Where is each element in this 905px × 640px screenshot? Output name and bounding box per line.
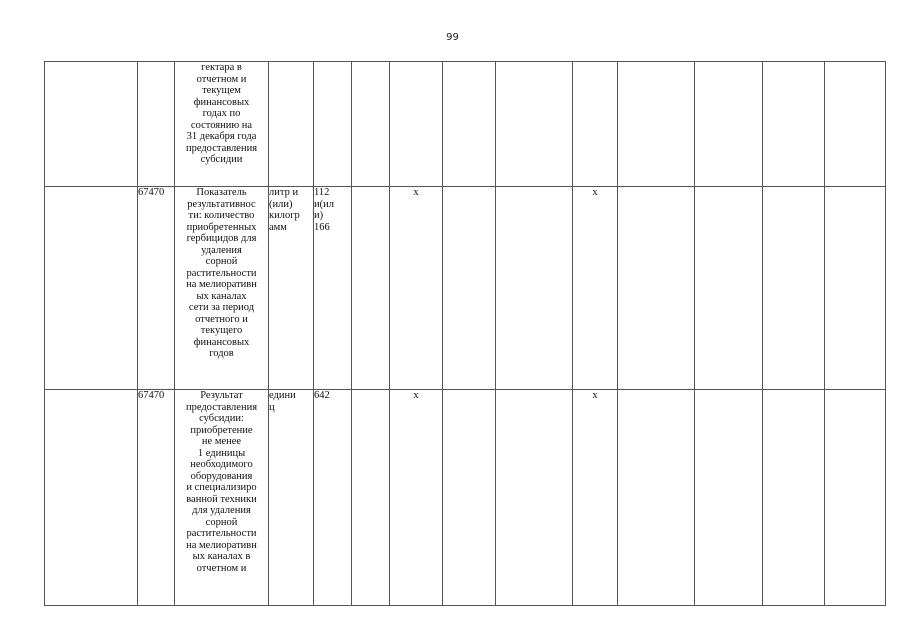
- text-line: сети за период: [188, 302, 255, 313]
- blank-cell: [695, 390, 763, 606]
- text-line: финансовых: [193, 336, 250, 348]
- text-line: растительности: [186, 528, 257, 539]
- unit-cell: [269, 390, 314, 606]
- blank-cell: [695, 187, 763, 390]
- table-row: [45, 390, 886, 606]
- text-line: 31 декабря года: [186, 131, 257, 142]
- text-line: текущего: [200, 325, 243, 336]
- text-line: ых каналах: [196, 290, 247, 302]
- text-line: результативнос: [187, 198, 256, 210]
- description-cell: [175, 62, 269, 187]
- text-line: на мелиоративн: [186, 279, 257, 290]
- text-line: и специализиро: [186, 482, 257, 493]
- text-line: сорной: [205, 256, 238, 267]
- blank-cell: [45, 62, 138, 187]
- text-line: субсидии:: [199, 413, 244, 424]
- blank-cell: [825, 390, 886, 606]
- text-line: 1 единицы: [197, 447, 246, 459]
- blank-cell: [825, 62, 886, 187]
- text-line: килогр: [269, 210, 300, 221]
- unit-cell: [269, 187, 314, 390]
- blank-cell: [618, 390, 695, 606]
- text-line: литр и: [269, 187, 299, 198]
- mark-cell: х: [573, 390, 618, 606]
- text-line: отчетном и: [196, 562, 247, 574]
- text-line: приобретение: [190, 424, 253, 436]
- blank-cell: [825, 187, 886, 390]
- table-row: [45, 187, 886, 390]
- blank-cell: [443, 187, 496, 390]
- blank-cell: [443, 62, 496, 187]
- table-row: [45, 62, 886, 187]
- text-line: ых каналах в: [192, 551, 251, 562]
- blank-cell: [618, 62, 695, 187]
- blank-cell: [496, 390, 573, 606]
- text-line: текущем: [202, 85, 241, 96]
- text-line: состоянию на: [190, 119, 253, 131]
- text-line: Результат: [200, 390, 243, 401]
- text-line: необходимого: [190, 459, 253, 470]
- description-cell: [175, 390, 269, 606]
- mark-cell: х: [390, 187, 443, 390]
- mark-cell: [390, 62, 443, 187]
- text-line: не менее: [201, 436, 242, 447]
- text-line: Показатель: [196, 187, 247, 198]
- unit-cell: [269, 62, 314, 187]
- data-table: [44, 61, 886, 606]
- text-line: предоставления: [185, 401, 258, 413]
- text-line: для удаления: [192, 505, 251, 516]
- mark-cell: [573, 62, 618, 187]
- text-line: ти: количество: [188, 210, 255, 221]
- code-cell: 67470: [138, 390, 175, 606]
- code-cell: 67470: [138, 187, 175, 390]
- text-line: гербицидов для: [186, 233, 257, 244]
- text-line: и): [314, 210, 324, 221]
- text-line: годах по: [202, 108, 241, 119]
- blank-cell: [352, 390, 390, 606]
- blank-cell: [496, 187, 573, 390]
- blank-cell: [443, 390, 496, 606]
- okei-cell: [314, 390, 352, 606]
- description-cell: [175, 187, 269, 390]
- blank-cell: [763, 62, 825, 187]
- page-number: 99: [446, 32, 459, 43]
- text-line: оборудования: [190, 470, 253, 482]
- mark-cell: х: [390, 390, 443, 606]
- text-line: субсидии: [200, 154, 243, 165]
- okei-cell: [314, 187, 352, 390]
- text-line: годов: [209, 348, 234, 359]
- blank-cell: [45, 390, 138, 606]
- text-line: приобретенных: [186, 221, 257, 233]
- text-line: отчетного и: [195, 313, 248, 325]
- text-line: предоставления: [185, 142, 258, 154]
- blank-cell: [695, 62, 763, 187]
- text-line: 112: [314, 187, 330, 198]
- blank-cell: [763, 390, 825, 606]
- text-line: 166: [314, 221, 330, 233]
- mark-cell: х: [573, 187, 618, 390]
- text-line: растительности: [186, 267, 257, 279]
- blank-cell: [352, 187, 390, 390]
- text-line: отчетном и: [196, 73, 247, 85]
- text-line: ц: [269, 401, 275, 413]
- text-line: гектара в: [201, 62, 242, 73]
- text-line: амм: [269, 221, 287, 233]
- text-line: и(ил: [314, 198, 334, 210]
- blank-cell: [763, 187, 825, 390]
- text-line: 642: [314, 390, 330, 401]
- blank-cell: [352, 62, 390, 187]
- text-line: ванной техники: [186, 493, 257, 505]
- code-cell: [138, 62, 175, 187]
- text-line: сорной: [205, 516, 238, 528]
- text-line: едини: [269, 390, 296, 401]
- blank-cell: [618, 187, 695, 390]
- text-line: (или): [269, 198, 293, 210]
- okei-cell: [314, 62, 352, 187]
- text-line: удаления: [201, 244, 242, 256]
- text-line: на мелиоративн: [186, 539, 257, 551]
- blank-cell: [45, 187, 138, 390]
- blank-cell: [496, 62, 573, 187]
- text-line: финансовых: [193, 96, 250, 108]
